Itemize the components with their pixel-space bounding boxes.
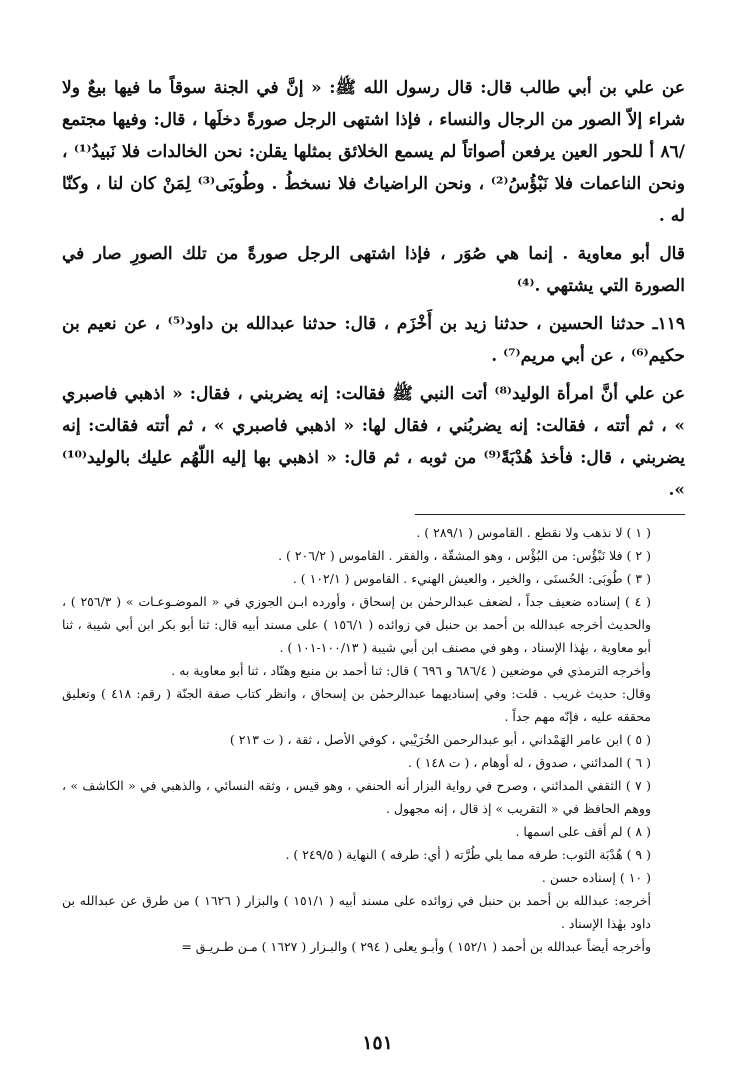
footnote: ( ٤ ) إسناده ضعيف جداً ، لضعف عبدالرحمٰن بن إسحاق ، وأورده ابـن الجوزي في « الموضـوعـات » ( ٢٥٦/٣ ) ، والحديث أخرجه عبدالله بن أحمد بن حنبل في زوائده ( ١٥٦/١ ) على مسند أبيه قال: ثنا أبو بكر ابن أبي شيبة ، ثنا أبو معاوية ، بهٰذا الإسناد ، وهو في مصنف ابن أبي شيبة ( ١٠٠/١٣-١٠١ ) . [62,594,651,655]
paragraph: عن علي أنَّ امرأة الوليد⁽⁸⁾ أتت النبي ﷺ فقالت: إنه يضربني ، فقال: « اذهبي فاصبري » ، ثم أتته ، فقالت: إنه يضربُني ، فقال لها: « اذهبي فاصبري » ، ثم أتته فقالت: إنه يضربني ، قال: فأخذ هُدْبَةً⁽⁹⁾ من ثوبه ، ثم قال: « اذهبي بها إليه اللّهُم عليك بالوليد⁽¹⁰⁾ ». [62,384,685,500]
footnote: وأخرجه الترمذي في موضعين ( ٦٨٦/٤ و ٦٩٦ ) قال: ثنا أحمد بن منيع وهنّاد ، ثنا أبو معاوية به . [171,663,651,678]
footnote: ( ١ ) لا نذهب ولا نقطع . القاموس ( ٢٨٩/١ ) . [416,525,651,540]
footnote: ( ٧ ) الثقفي المدائني ، وصرح في رواية البزار أنه الحنفي ، وهو قيس ، وثقه النسائي ، والذهبي في « الكاشف » ، ووهم الحافظ في « التقريب » إذ قال ، إنه مجهول . [62,778,651,816]
footnote: ( ٢ ) فلا نَبْؤُس: من البُؤْس ، وهو المشقّة ، والفقر . القاموس ( ٢٠٦/٢ ) . [278,548,651,563]
footnote: وأخرجه أيضاً عبدالله بن أحمد ( ١٥٢/١ ) وأبـو يعلى ( ٢٩٤ ) والبـزار ( ١٦٢٧ ) مـن طـريـق = [181,939,651,954]
footnote: ( ٦ ) المدائني ، صدوق ، له أوهام ، ( ت ١٤٨ ) . [407,755,651,770]
footnote: ( ١٠ ) إسناده حسن . [541,870,651,885]
footnote: ( ٥ ) ابن عامر الهَمْداني ، أبو عبدالرحمن الخُرَيْبي ، كوفي الأصل ، ثقة ، ( ت ٢١٣ ) [229,732,651,747]
page-number: ١٥١ [362,1032,393,1054]
paragraph: عن علي بن أبي طالب قال: قال رسول الله ﷺ: « إنَّ في الجنة سوقاً ما فيها بيعٌ ولا شراء إلاّ الصور من الرجال والنساء ، فإذا اشتهى الرجل صورةً دخلَها ، قال: وفيها مجتمع /٨٦ أ للحور العين يرفعن أصواتاً لم يسمع الخلائق بمثلها يقلن: نحن الخالدات فلا نَبيدُ⁽¹⁾ ، ونحن الناعمات فلا نَبْؤُسُ⁽²⁾ ، ونحن الراضياتُ فلا نسخطُ . وطُوبَى⁽³⁾ لِمَنْ كان لنا ، وكنّا له . [62,78,686,226]
footnote: أخرجه: عبدالله بن أحمد بن حنبل في زوائده على مسند أبيه ( ١٥١/١ ) والبزار ( ١٦٢٦ ) من طرق عن عبدالله بن داود بهٰذا الإسناد . [62,893,651,931]
footnote: وقال: حديث غريب . قلت: وفي إسناديهما عبدالرحمٰن بن إسحاق ، وانظر كتاب صفة الجنّة ( رقم: ٤١٨ ) وتعليق محققه عليه ، فإنّه مهم جداً . [62,686,651,724]
main-text [62,72,685,506]
footnote-separator [415,514,685,515]
footnote: ( ٣ ) طُوبَى: الحُسنَى ، والخير ، والعيش الهنيء . القاموس ( ١٠٢/١ ) . [292,571,651,586]
paragraph: ١١٩ـ حدثنا الحسين ، حدثنا زيد بن أَخْزَم ، قال: حدثنا عبدالله بن داود⁽⁵⁾ ، عن نعيم بن حكيم⁽⁶⁾ ، عن أبي مريم⁽⁷⁾ . [62,314,685,366]
footnote: ( ٩ ) هُدْبَة الثوب: طرفه مما يلي طُرَّته ( أي: طرفه ) النهاية ( ٢٤٩/٥ ) . [285,847,651,862]
paragraph: قال أبو معاوية . إنما هي صُوَر ، فإذا اشتهى الرجل صورةً من تلك الصورِ صار في الصورة التي يشتهي .⁽⁴⁾ [62,244,685,296]
footnotes [62,521,685,958]
footnote: ( ٨ ) لم أقف على اسمها . [515,824,651,839]
